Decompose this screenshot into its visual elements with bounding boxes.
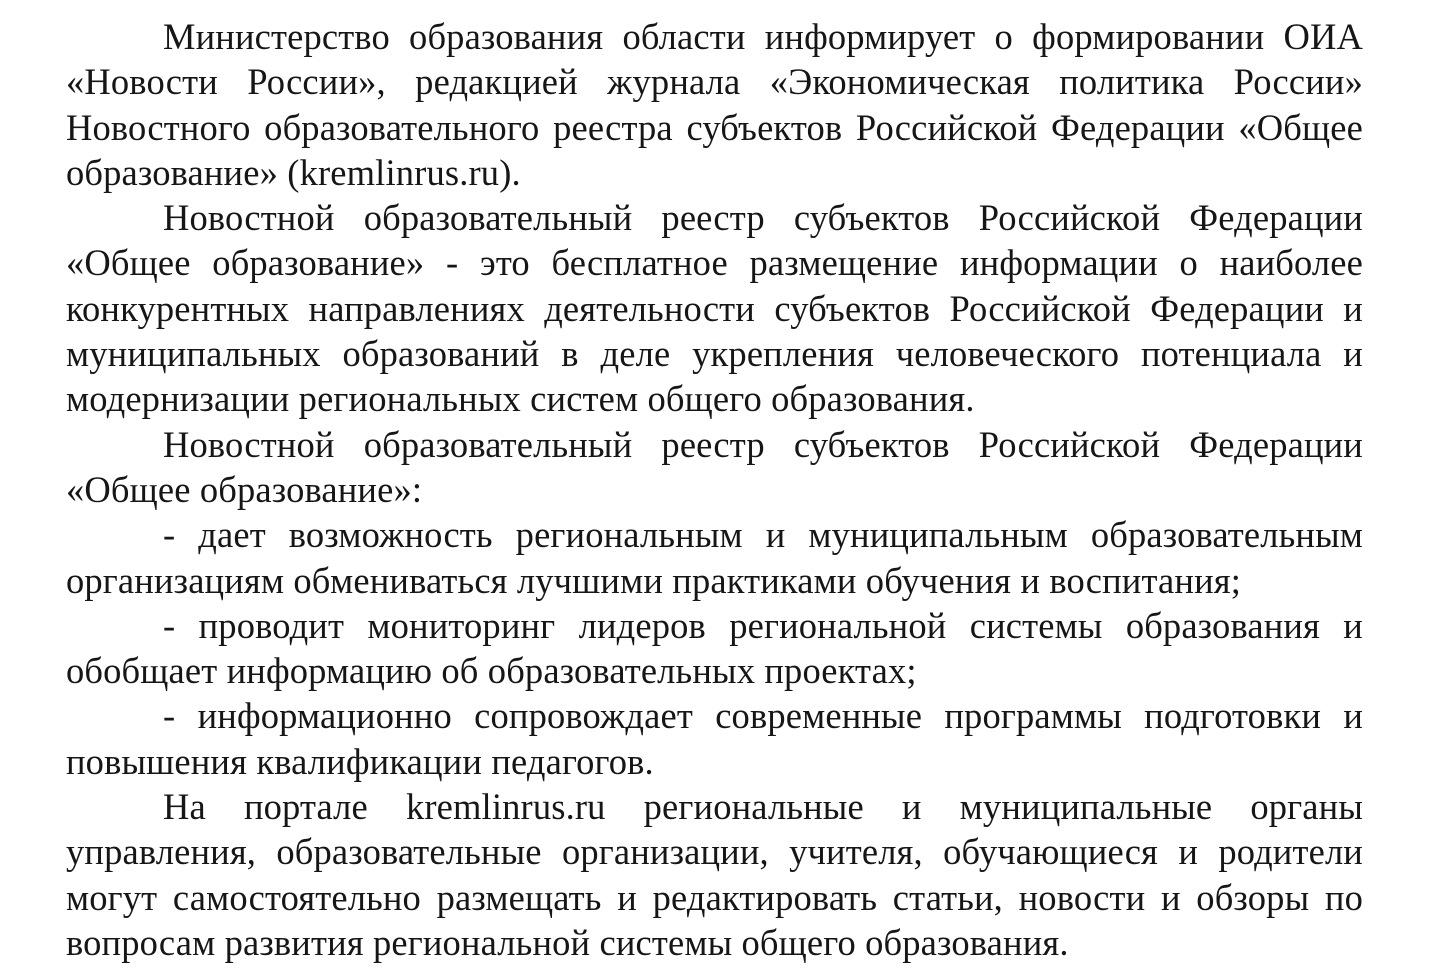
paragraph-registry-intro: Новостной образовательный реестр субъектов Российской Федерации «Общее образование»: [66, 423, 1363, 510]
list-item-teacher-training: - информационно сопровождает современные программы подготовки и повышения квалификации педагогов. [66, 695, 1363, 782]
paragraph-registry-definition: Новостной образовательный реестр субъектов Российской Федерации «Общее образование» - это бесплатное размещение информации о наиболее конкурентных направлениях деятельности субъектов Российской Федерации и муниципальных образований в деле укрепления человеческого потенциала и модернизации региональных систем общего образования. [66, 197, 1363, 420]
paragraph-portal-info: На портале kremlinrus.ru региональные и муниципальные органы управления, образовательные организации, учителя, обучающиеся и родители могут самостоятельно размещать и редактировать статьи, новости и обзоры по вопросам развития региональной системы общего образования. [66, 786, 1363, 963]
paragraph-ministry-info: Министерство образования области информирует о формировании ОИА «Новости России», редакцией журнала «Экономическая политика России» Новостного образовательного реестра субъектов Российской Федерации «Общее образование» (kremlinrus.ru). [66, 16, 1363, 193]
document-body [66, 14, 1363, 965]
list-item-monitoring: - проводит мониторинг лидеров региональной системы образования и обобщает информацию об образовательных проектах; [66, 604, 1363, 692]
list-item-best-practices: - дает возможность региональным и муниципальным образовательным организациям обмениваться лучшими практиками обучения и воспитания; [66, 514, 1363, 601]
